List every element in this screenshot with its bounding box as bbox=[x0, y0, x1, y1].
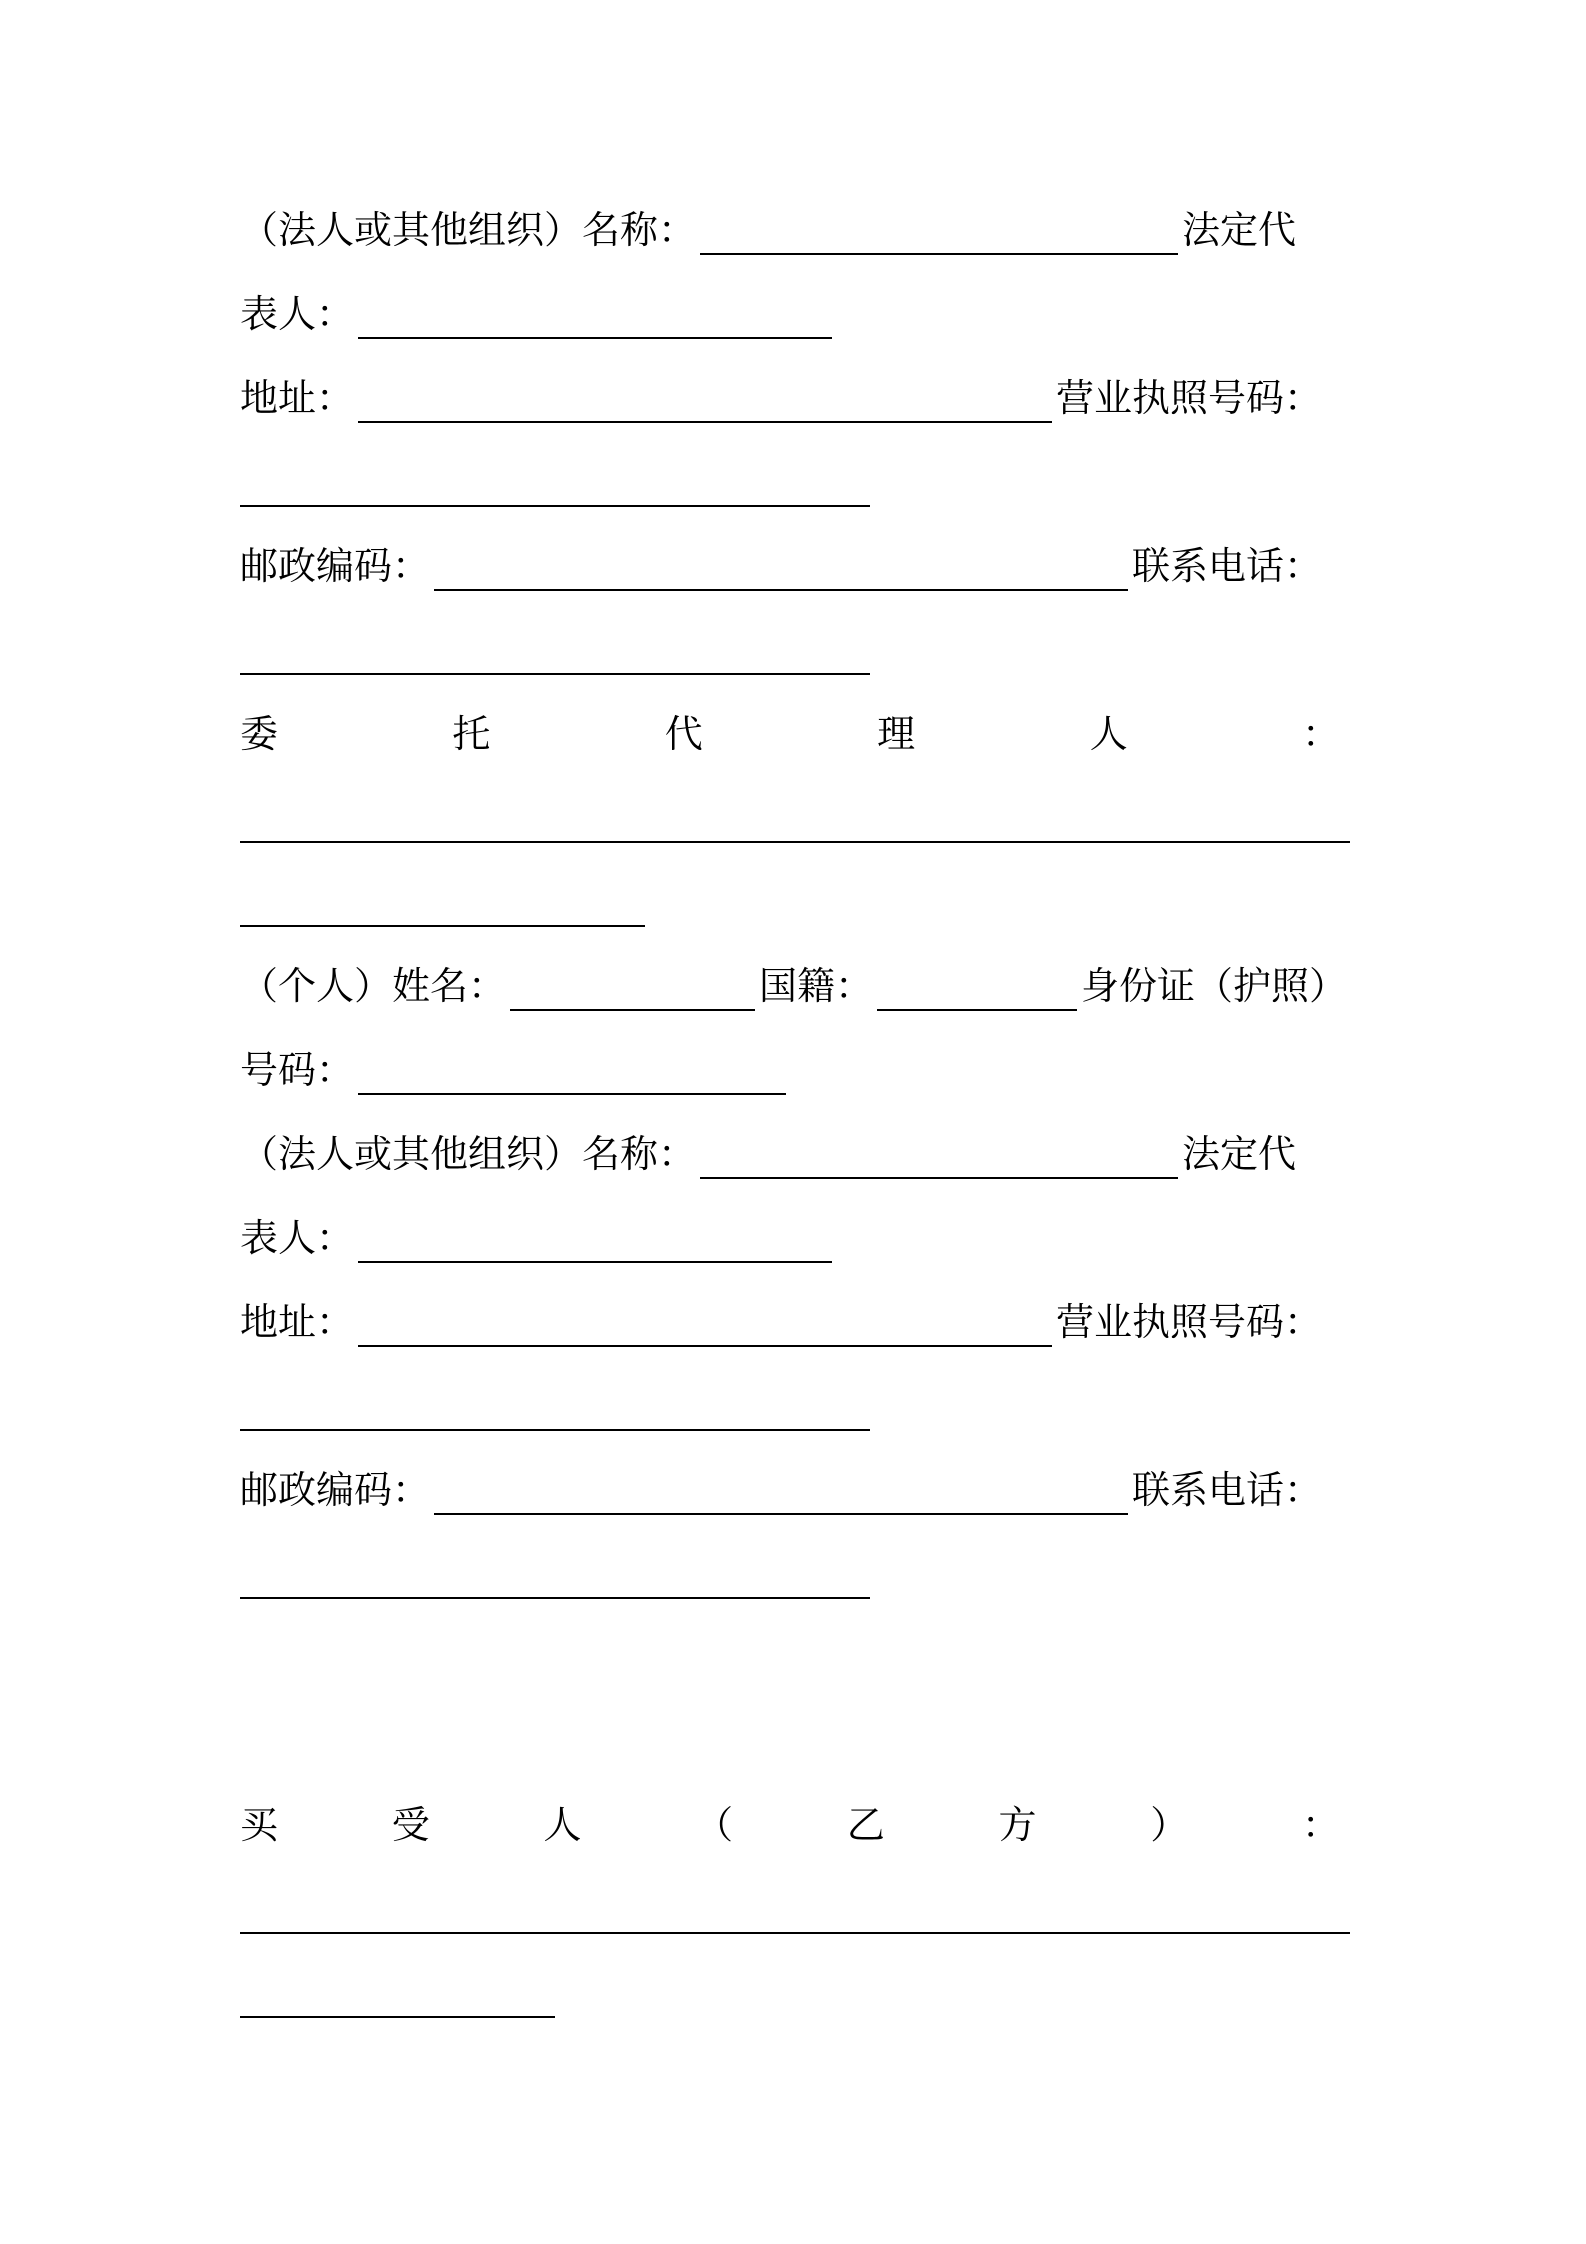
postcode-blank[interactable] bbox=[434, 551, 1128, 591]
agent-char: ： bbox=[1301, 712, 1340, 756]
address-blank[interactable] bbox=[358, 383, 1052, 423]
org-name-label: （法人或其他组织）名称： bbox=[240, 208, 697, 252]
buyer-blank-2[interactable] bbox=[240, 1978, 555, 2018]
phone-blank[interactable] bbox=[240, 1559, 870, 1599]
nationality-blank[interactable] bbox=[877, 971, 1077, 1011]
buyer-char: 乙 bbox=[846, 1803, 885, 1847]
buyer-heading-row bbox=[240, 1800, 1340, 1850]
agent-char: 代 bbox=[664, 712, 703, 756]
buyer-char: 方 bbox=[998, 1803, 1037, 1847]
license-row bbox=[240, 457, 1355, 507]
buyer-blank-row-1 bbox=[240, 1884, 1355, 1934]
legal-rep-row-2 bbox=[240, 1213, 1355, 1263]
buyer-blank-row-2 bbox=[240, 1968, 1355, 2018]
postcode-blank[interactable] bbox=[434, 1475, 1128, 1515]
id-label-end: 号码： bbox=[240, 1048, 355, 1092]
postcode-label: 邮政编码： bbox=[240, 1468, 431, 1512]
person-name-label: （个人）姓名： bbox=[240, 964, 507, 1008]
address-label: 地址： bbox=[240, 1300, 355, 1344]
org-name-blank[interactable] bbox=[700, 1139, 1178, 1179]
org-name-row bbox=[240, 205, 1355, 255]
legal-rep-label-end: 表人： bbox=[240, 1216, 355, 1260]
phone-row bbox=[240, 625, 1355, 675]
address-label: 地址： bbox=[240, 376, 355, 420]
legal-rep-label-start: 法定代 bbox=[1182, 208, 1297, 252]
person-name-blank[interactable] bbox=[510, 971, 755, 1011]
agent-heading-row bbox=[240, 709, 1340, 759]
agent-blank-2[interactable] bbox=[240, 887, 645, 927]
buyer-char: （ bbox=[695, 1803, 734, 1847]
license-blank[interactable] bbox=[240, 1391, 870, 1431]
agent-char: 理 bbox=[877, 712, 916, 756]
id-label-start: 身份证（护照） bbox=[1081, 964, 1348, 1008]
org-name-blank[interactable] bbox=[700, 215, 1178, 255]
agent-char: 委 bbox=[240, 712, 279, 756]
license-blank[interactable] bbox=[240, 467, 870, 507]
agent-char: 托 bbox=[452, 712, 491, 756]
person-row bbox=[240, 961, 1355, 1011]
agent-blank-1[interactable] bbox=[240, 803, 1350, 843]
buyer-char: 买 bbox=[240, 1803, 279, 1847]
id-blank[interactable] bbox=[358, 1055, 786, 1095]
legal-rep-label-start: 法定代 bbox=[1182, 1132, 1297, 1176]
buyer-blank-1[interactable] bbox=[240, 1894, 1350, 1934]
license-label: 营业执照号码： bbox=[1056, 376, 1323, 420]
org-name-label: （法人或其他组织）名称： bbox=[240, 1132, 697, 1176]
phone-blank[interactable] bbox=[240, 635, 870, 675]
address-row-2 bbox=[240, 1297, 1355, 1347]
legal-rep-blank[interactable] bbox=[358, 1223, 832, 1263]
buyer-char: 受 bbox=[391, 1803, 430, 1847]
postcode-row bbox=[240, 541, 1355, 591]
postcode-label: 邮政编码： bbox=[240, 544, 431, 588]
buyer-char: 人 bbox=[543, 1803, 582, 1847]
address-blank[interactable] bbox=[358, 1307, 1052, 1347]
license-row-2 bbox=[240, 1381, 1355, 1431]
agent-char: 人 bbox=[1089, 712, 1128, 756]
phone-row-2 bbox=[240, 1549, 1355, 1599]
license-label: 营业执照号码： bbox=[1056, 1300, 1323, 1344]
org-name-row-2 bbox=[240, 1129, 1355, 1179]
id-row bbox=[240, 1045, 1355, 1095]
legal-rep-row bbox=[240, 289, 1355, 339]
nationality-label: 国籍： bbox=[759, 964, 874, 1008]
agent-blank-row-2 bbox=[240, 877, 1355, 927]
postcode-row-2 bbox=[240, 1465, 1355, 1515]
legal-rep-label-end: 表人： bbox=[240, 292, 355, 336]
buyer-char: ： bbox=[1301, 1803, 1340, 1847]
address-row bbox=[240, 373, 1355, 423]
agent-blank-row-1 bbox=[240, 793, 1355, 843]
legal-rep-blank[interactable] bbox=[358, 299, 832, 339]
buyer-char: ） bbox=[1150, 1803, 1189, 1847]
phone-label: 联系电话： bbox=[1132, 1468, 1323, 1512]
phone-label: 联系电话： bbox=[1132, 544, 1323, 588]
